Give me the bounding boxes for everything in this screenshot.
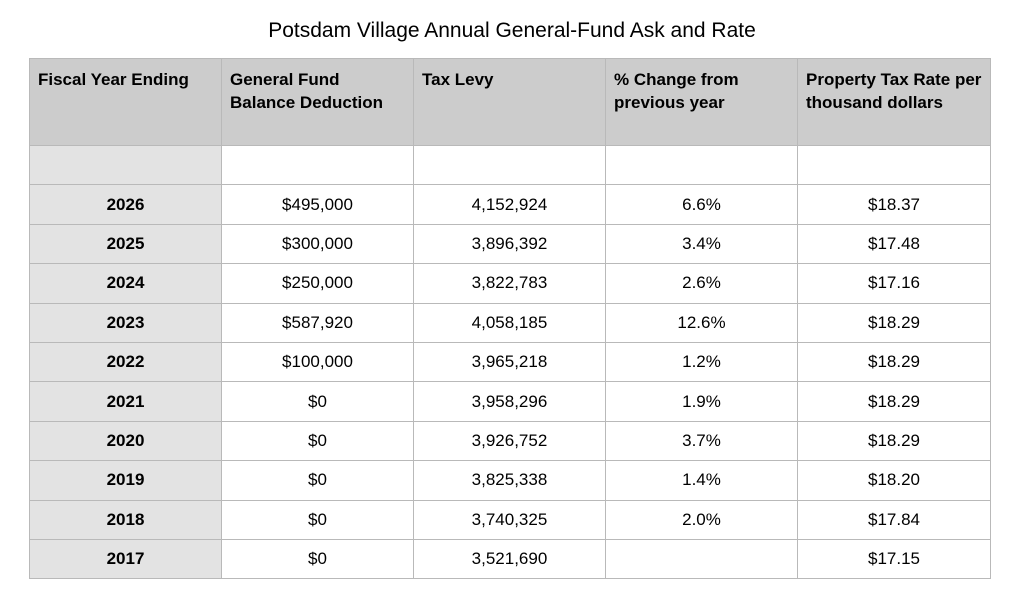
fiscal-year-cell: 2026 bbox=[30, 185, 222, 224]
fund-balance-deduction-cell: $495,000 bbox=[222, 185, 414, 224]
table-row bbox=[30, 382, 991, 421]
header-tax-levy: Tax Levy bbox=[414, 59, 606, 146]
tax-levy-cell: 3,926,752 bbox=[414, 421, 606, 460]
table-row bbox=[30, 421, 991, 460]
header-property-tax-rate: Property Tax Rate per thousand dollars bbox=[798, 59, 991, 146]
tax-levy-cell: 3,521,690 bbox=[414, 539, 606, 578]
tax-levy-cell: 4,152,924 bbox=[414, 185, 606, 224]
table-title: Potsdam Village Annual General-Fund Ask and Rate bbox=[268, 19, 756, 42]
tax-levy-cell: 4,058,185 bbox=[414, 303, 606, 342]
property-tax-rate-cell: $18.29 bbox=[798, 382, 991, 421]
fund-balance-deduction-cell: $0 bbox=[222, 500, 414, 539]
tax-levy-cell: 3,822,783 bbox=[414, 264, 606, 303]
header-percent-change: % Change from previous year bbox=[606, 59, 798, 146]
property-tax-rate-cell: $17.15 bbox=[798, 539, 991, 578]
property-tax-rate-cell bbox=[798, 146, 991, 185]
percent-change-cell: 2.0% bbox=[606, 500, 798, 539]
fiscal-year-cell: 2020 bbox=[30, 421, 222, 460]
table-row bbox=[30, 303, 991, 342]
percent-change-cell: 2.6% bbox=[606, 264, 798, 303]
percent-change-cell: 12.6% bbox=[606, 303, 798, 342]
fund-balance-deduction-cell: $250,000 bbox=[222, 264, 414, 303]
header-fund-balance-deduction: General Fund Balance Deduction bbox=[222, 59, 414, 146]
property-tax-rate-cell: $18.29 bbox=[798, 342, 991, 381]
property-tax-rate-cell: $18.37 bbox=[798, 185, 991, 224]
fund-balance-deduction-cell bbox=[222, 146, 414, 185]
percent-change-cell: 3.7% bbox=[606, 421, 798, 460]
percent-change-cell bbox=[606, 539, 798, 578]
tax-levy-cell bbox=[414, 146, 606, 185]
fiscal-year-cell: 2022 bbox=[30, 342, 222, 381]
header-fiscal-year: Fiscal Year Ending bbox=[30, 59, 222, 146]
fund-balance-deduction-cell: $0 bbox=[222, 461, 414, 500]
fund-balance-deduction-cell: $300,000 bbox=[222, 224, 414, 263]
tax-levy-cell: 3,825,338 bbox=[414, 461, 606, 500]
table-row bbox=[30, 146, 991, 185]
table-body bbox=[30, 146, 991, 579]
fiscal-year-cell: 2024 bbox=[30, 264, 222, 303]
fiscal-year-cell: 2017 bbox=[30, 539, 222, 578]
percent-change-cell bbox=[606, 146, 798, 185]
percent-change-cell: 1.2% bbox=[606, 342, 798, 381]
fiscal-year-cell: 2019 bbox=[30, 461, 222, 500]
table-row bbox=[30, 185, 991, 224]
percent-change-cell: 3.4% bbox=[606, 224, 798, 263]
tax-rate-table bbox=[29, 58, 991, 579]
property-tax-rate-cell: $17.48 bbox=[798, 224, 991, 263]
fiscal-year-cell: 2021 bbox=[30, 382, 222, 421]
fiscal-year-cell: 2025 bbox=[30, 224, 222, 263]
table-row bbox=[30, 342, 991, 381]
property-tax-rate-cell: $17.16 bbox=[798, 264, 991, 303]
percent-change-cell: 1.9% bbox=[606, 382, 798, 421]
property-tax-rate-cell: $17.84 bbox=[798, 500, 991, 539]
fiscal-year-cell bbox=[30, 146, 222, 185]
property-tax-rate-cell: $18.29 bbox=[798, 303, 991, 342]
fiscal-year-cell: 2018 bbox=[30, 500, 222, 539]
table-row bbox=[30, 539, 991, 578]
tax-levy-cell: 3,958,296 bbox=[414, 382, 606, 421]
table-header-row bbox=[30, 59, 991, 146]
fund-balance-deduction-cell: $587,920 bbox=[222, 303, 414, 342]
fund-balance-deduction-cell: $0 bbox=[222, 421, 414, 460]
property-tax-rate-cell: $18.29 bbox=[798, 421, 991, 460]
tax-levy-cell: 3,965,218 bbox=[414, 342, 606, 381]
table-row bbox=[30, 264, 991, 303]
percent-change-cell: 1.4% bbox=[606, 461, 798, 500]
table-row bbox=[30, 224, 991, 263]
percent-change-cell: 6.6% bbox=[606, 185, 798, 224]
fiscal-year-cell: 2023 bbox=[30, 303, 222, 342]
tax-levy-cell: 3,896,392 bbox=[414, 224, 606, 263]
fund-balance-deduction-cell: $0 bbox=[222, 539, 414, 578]
property-tax-rate-cell: $18.20 bbox=[798, 461, 991, 500]
table-row bbox=[30, 500, 991, 539]
tax-levy-cell: 3,740,325 bbox=[414, 500, 606, 539]
fund-balance-deduction-cell: $0 bbox=[222, 382, 414, 421]
table-row bbox=[30, 461, 991, 500]
fund-balance-deduction-cell: $100,000 bbox=[222, 342, 414, 381]
